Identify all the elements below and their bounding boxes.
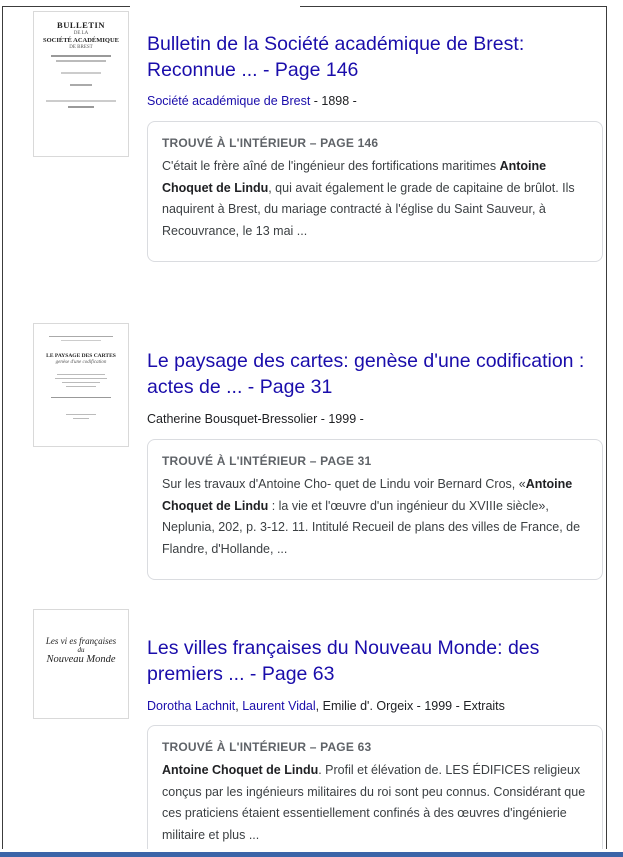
result-3-snippet-post: . Profil et élévation de. LES ÉDIFICES religieux conçus par les ingénieurs militaires du roi sont peu connus. Considérant que ces praticiens étaient essentiellement confinés à des œuvres d'ingénierie militaire et plus ...: [162, 763, 586, 842]
result-3-snippet-text: [162, 760, 588, 846]
result-1-snippet-post: , qui avait également le grade de capitaine de brûlot. Ils naquirent à Brest, du mariage contracté à l'église du Saint Sauveur, à Recouvrance, le 13 mai ...: [162, 180, 575, 238]
top-edge-gap: [130, 0, 300, 14]
result-3-snippet-bold: Antoine Choquet de Lindu: [162, 763, 319, 777]
thumb-2-subtitle: genèse d'une codification: [55, 360, 107, 365]
result-1-snippet-bold: Antoine Choquet de Lindu: [162, 159, 547, 195]
result-2-snippet-bold: Antoine Choquet de Lindu: [162, 477, 573, 513]
thumb-1-rule-3: [61, 72, 101, 74]
thumb-2-rule-2: [61, 340, 101, 341]
result-3-meta-sep: ,: [235, 699, 243, 713]
thumb-2-rule-9: [73, 418, 89, 419]
result-1-snippet-pre: C'était le frère aîné de l'ingénieur des fortifications maritimes: [162, 159, 500, 173]
thumb-1-rule-5: [46, 100, 116, 102]
result-1-author-link[interactable]: Société académique de Brest: [147, 94, 311, 108]
bottom-accent-bar: [0, 852, 623, 857]
thumb-2-rule-3: [57, 374, 105, 375]
result-3-snippet-card: [147, 725, 603, 849]
result-2-snippet-text: [162, 474, 588, 560]
result-1-meta-rest: - 1898 -: [310, 94, 357, 108]
result-2-snippet-post: : la vie et l'œuvre d'un ingénieur du XVIIIe siècle», Neplunia, 202, p. 3-12. 11. Intitulé Recueil de plans des villes de France, de Flandre, d'Hollande, ...: [162, 498, 581, 556]
result-1-snippet-heading: TROUVÉ À L'INTÉRIEUR – PAGE 146: [162, 136, 379, 150]
book-thumbnail-1[interactable]: [33, 11, 129, 157]
thumb-1-line3: SOCIÉTÉ ACADÉMIQUE: [42, 37, 120, 44]
thumb-1-line2: DE LA: [73, 31, 89, 36]
result-3-author-link-2[interactable]: Laurent Vidal: [242, 699, 316, 713]
thumb-2-title: LE PAYSAGE DES CARTES: [46, 353, 116, 359]
thumb-2-rule: [49, 336, 113, 337]
thumb-2-rule-4: [55, 378, 107, 379]
result-2-author: Catherine Bousquet-Bressolier: [147, 412, 318, 426]
result-2-snippet-heading: TROUVÉ À L'INTÉRIEUR – PAGE 31: [162, 454, 372, 468]
result-3-title-link[interactable]: Les villes françaises du Nouveau Monde: des premiers ... - Page 63: [147, 637, 540, 685]
result-2-snippet-card: [147, 439, 603, 580]
book-thumbnail-3[interactable]: [33, 609, 129, 719]
result-3-author-link-1[interactable]: Dorotha Lachnit: [147, 699, 236, 713]
thumb-2-rule-7: [51, 397, 111, 398]
thumb-1-rule: [51, 55, 111, 57]
result-2-title-link[interactable]: Le paysage des cartes: genèse d'une codification : actes de ... - Page 31: [147, 350, 585, 398]
thumb-1-rule-4: [70, 84, 92, 86]
thumb-2-rule-6: [66, 386, 96, 387]
result-2-meta: [147, 411, 597, 427]
thumb-3-line2: du: [77, 646, 85, 654]
result-3-meta: [147, 698, 597, 714]
thumb-1-title: BULLETIN: [57, 20, 105, 30]
thumb-3-line3: Nouveau Monde: [46, 654, 116, 665]
result-1-snippet-card: [147, 121, 603, 262]
result-2-meta-rest: - 1999 -: [317, 412, 364, 426]
thumb-2-rule-8: [66, 414, 96, 415]
results-panel: [2, 6, 607, 849]
result-2-snippet-pre: Sur les travaux d'Antoine Cho- quet de Lindu voir Bernard Cros, «: [162, 477, 526, 491]
result-3-meta-rest: , Emilie d'. Orgeix - 1999 - Extraits: [315, 699, 505, 713]
book-thumbnail-2[interactable]: [33, 323, 129, 447]
thumb-1-line4: DE BREST: [69, 45, 93, 50]
thumb-1-rule-2: [56, 60, 106, 62]
result-3-snippet-heading: TROUVÉ À L'INTÉRIEUR – PAGE 63: [162, 740, 372, 754]
result-1-title-link[interactable]: Bulletin de la Société académique de Brest: Reconnue ... - Page 146: [147, 33, 525, 81]
thumb-3-line1: Les vi es françaises: [45, 636, 117, 646]
thumb-1-rule-6: [68, 106, 94, 108]
result-1-meta: [147, 93, 597, 109]
thumb-2-rule-5: [62, 382, 100, 383]
result-1-snippet-text: [162, 156, 588, 242]
